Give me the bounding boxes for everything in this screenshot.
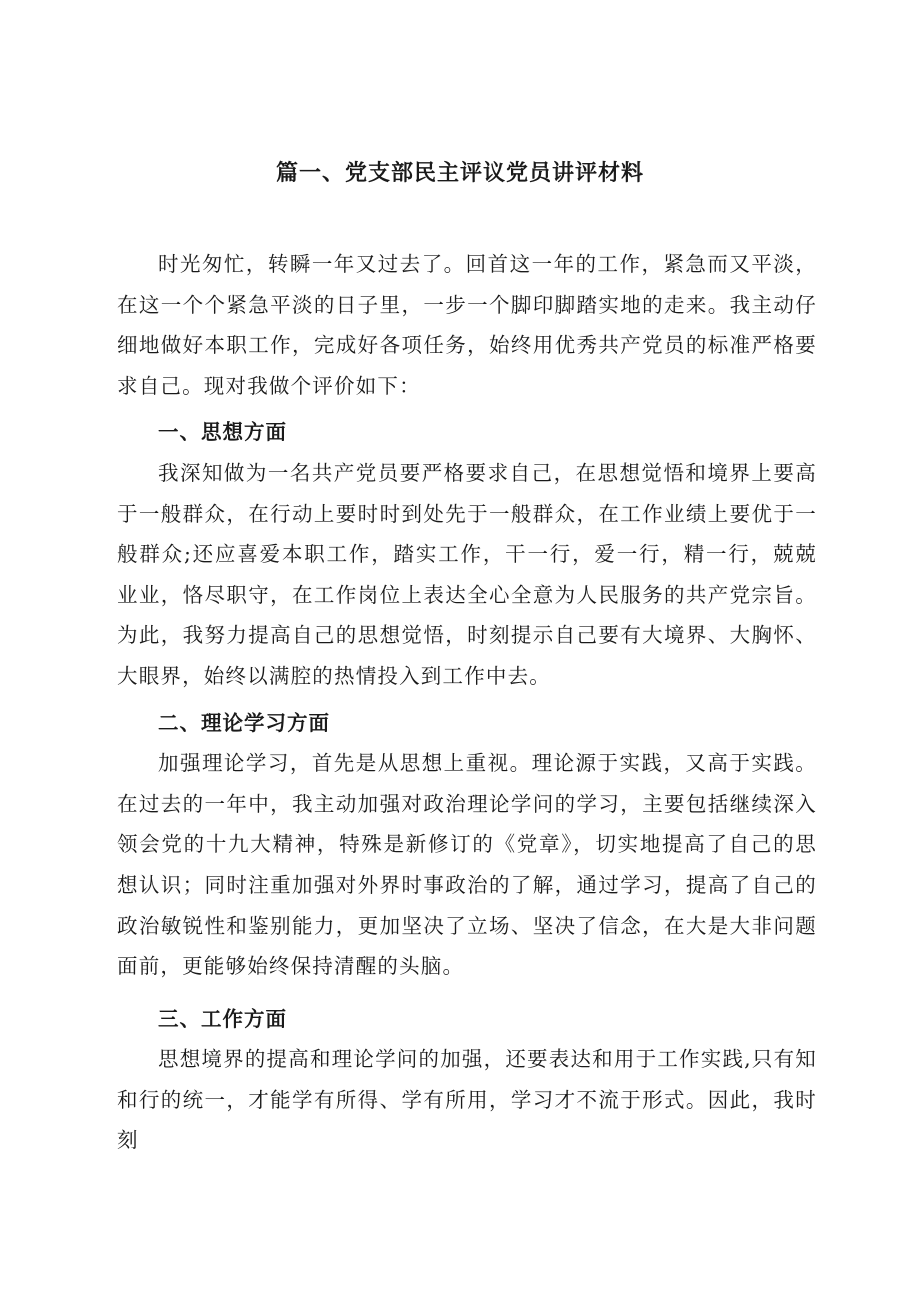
section-heading-work: 三、工作方面 — [158, 1006, 287, 1031]
document-body — [117, 244, 817, 1161]
section-heading-thought: 一、思想方面 — [158, 420, 287, 445]
section-heading-theory: 二、理论学习方面 — [158, 710, 330, 735]
section-paragraph-work: 思想境界的提高和理论学问的加强，还要表达和用于工作实践,只有知和行的统一，才能学有所得、学有所用，学习才不流于形式。因此，我时刻 — [117, 1047, 817, 1153]
intro-paragraph: 时光匆忙，转瞬一年又过去了。回首这一年的工作，紧急而又平淡，在这一个个紧急平淡的日子里，一步一个脚印脚踏实地的走来。我主动仔细地做好本职工作，完成好各项任务，始终用优秀共产党员的标准严格要求自己。现对我做个评价如下： — [117, 252, 817, 398]
document-title: 篇一、党支部民主评议党员讲评材料 — [275, 161, 644, 186]
section-paragraph-thought: 我深知做为一名共产党员要严格要求自己，在思想觉悟和境界上要高于一般群众，在行动上要时时到处先于一般群众，在工作业绩上要优于一般群众;还应喜爱本职工作，踏实工作，干一行，爱一行，精一行，兢兢业业，恪尽职守，在工作岗位上表达全心全意为人民服务的共产党宗旨。为此，我努力提高自己的思想觉悟，时刻提示自己要有大境界、大胸怀、大眼界，始终以满腔的热情投入到工作中去。 — [117, 460, 817, 688]
section-paragraph-theory: 加强理论学习，首先是从思想上重视。理论源于实践，又高于实践。在过去的一年中，我主动加强对政治理论学问的学习，主要包括继续深入领会党的十九大精神，特殊是新修订的《党章》，切实地提高了自己的思想认识；同时注重加强对外界时事政治的了解，通过学习，提高了自己的政治敏锐性和鉴别能力，更加坚决了立场、坚决了信念，在大是大非问题面前，更能够始终保持清醒的头脑。 — [117, 751, 817, 979]
